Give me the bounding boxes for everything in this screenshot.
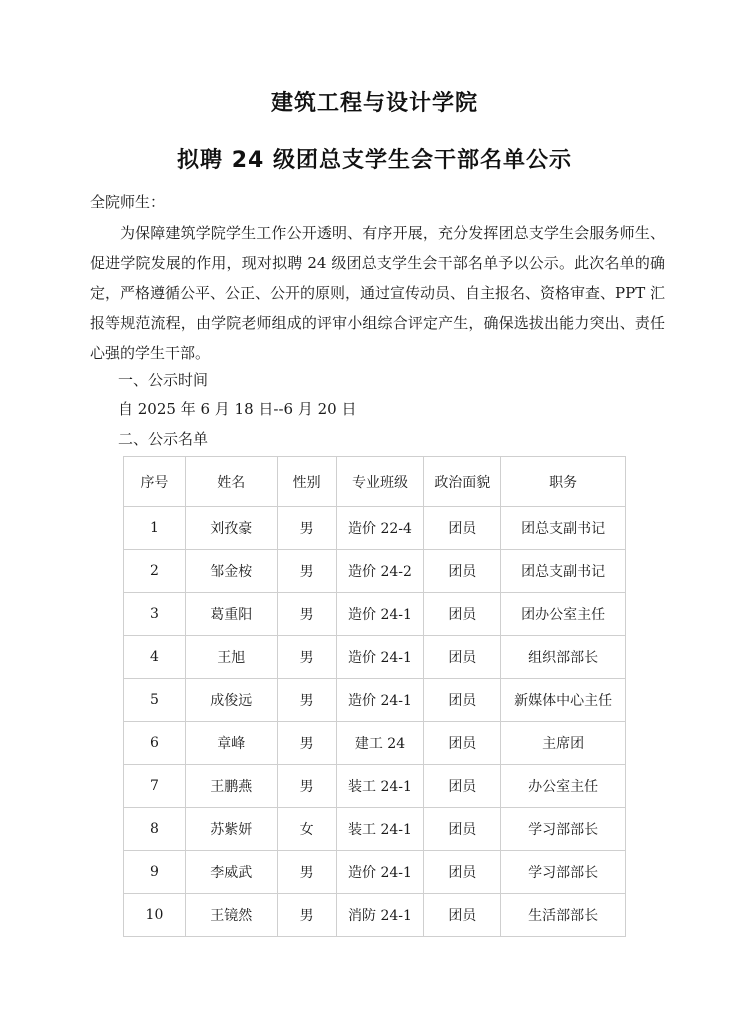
cell-position: 团总支副书记	[501, 550, 626, 593]
cell-name: 成俊远	[185, 679, 277, 722]
cell-name: 苏紫妍	[185, 808, 277, 851]
cell-name: 王旭	[185, 636, 277, 679]
cell-gender: 男	[277, 894, 336, 937]
cell-position: 学习部部长	[501, 808, 626, 851]
cell-political-status: 团员	[424, 765, 501, 808]
cell-index: 4	[124, 636, 186, 679]
cell-name: 王镜然	[185, 894, 277, 937]
cell-political-status: 团员	[424, 636, 501, 679]
column-header: 政治面貌	[424, 457, 501, 507]
document-subtitle: 拟聘 24 级团总支学生会干部名单公示	[177, 148, 572, 173]
column-header: 姓名	[185, 457, 277, 507]
cell-class: 造价 24-1	[336, 593, 424, 636]
cell-gender: 男	[277, 507, 336, 550]
cell-name: 葛重阳	[185, 593, 277, 636]
cell-gender: 男	[277, 550, 336, 593]
cell-index: 9	[124, 851, 186, 894]
cell-political-status: 团员	[424, 550, 501, 593]
table-row	[124, 679, 626, 722]
cell-political-status: 团员	[424, 851, 501, 894]
cell-gender: 男	[277, 679, 336, 722]
cell-class: 建工 24	[336, 722, 424, 765]
document-title: 建筑工程与设计学院	[270, 91, 478, 116]
cell-index: 8	[124, 808, 186, 851]
table-row	[124, 593, 626, 636]
section-heading-period: 一、公示时间	[118, 371, 209, 389]
cell-political-status: 团员	[424, 593, 501, 636]
cell-index: 7	[124, 765, 186, 808]
cell-gender: 男	[277, 722, 336, 765]
cell-gender: 女	[277, 808, 336, 851]
cell-political-status: 团员	[424, 507, 501, 550]
table-row	[124, 765, 626, 808]
column-header: 专业班级	[336, 457, 424, 507]
table-row	[124, 894, 626, 937]
cell-class: 造价 24-1	[336, 636, 424, 679]
cell-name: 王鹏燕	[185, 765, 277, 808]
cell-position: 组织部部长	[501, 636, 626, 679]
table-row	[124, 851, 626, 894]
cell-gender: 男	[277, 765, 336, 808]
cell-position: 主席团	[501, 722, 626, 765]
cell-class: 造价 24-1	[336, 679, 424, 722]
cell-class: 消防 24-1	[336, 894, 424, 937]
column-header: 序号	[124, 457, 186, 507]
cell-position: 团办公室主任	[501, 593, 626, 636]
section-heading-list: 二、公示名单	[118, 430, 209, 448]
cell-position: 团总支副书记	[501, 507, 626, 550]
cell-gender: 男	[277, 636, 336, 679]
cell-class: 造价 22-4	[336, 507, 424, 550]
cell-class: 装工 24-1	[336, 808, 424, 851]
cell-index: 6	[124, 722, 186, 765]
cell-index: 3	[124, 593, 186, 636]
cell-position: 学习部部长	[501, 851, 626, 894]
cell-political-status: 团员	[424, 894, 501, 937]
table-row	[124, 636, 626, 679]
cell-name: 章峰	[185, 722, 277, 765]
cell-political-status: 团员	[424, 808, 501, 851]
cell-index: 1	[124, 507, 186, 550]
cell-political-status: 团员	[424, 679, 501, 722]
column-header: 性别	[277, 457, 336, 507]
cell-political-status: 团员	[424, 722, 501, 765]
cell-name: 刘孜豪	[185, 507, 277, 550]
cell-index: 2	[124, 550, 186, 593]
cell-name: 邹金桉	[185, 550, 277, 593]
column-header: 职务	[501, 457, 626, 507]
table-row	[124, 808, 626, 851]
cell-position: 新媒体中心主任	[501, 679, 626, 722]
table-header-row	[124, 457, 626, 507]
cell-name: 李威武	[185, 851, 277, 894]
cell-position: 生活部部长	[501, 894, 626, 937]
body-paragraph: 为保障建筑学院学生工作公开透明、有序开展，充分发挥团总支学生会服务师生、促进学院发展的作用，现对拟聘 24 级团总支学生会干部名单予以公示。此次名单的确定，严格遵循公平、公正、公开的原则，通过宣传动员、自主报名、资格审查、PPT 汇报等规范流程，由学院老师组成的评审小组综合评定产生，确保选拔出能力突出、责任心强的学生干部。	[90, 224, 665, 362]
announcement-period: 自 2025 年 6 月 18 日--6 月 20 日	[118, 400, 357, 418]
table-row	[124, 722, 626, 765]
cell-gender: 男	[277, 593, 336, 636]
cell-index: 5	[124, 679, 186, 722]
cell-gender: 男	[277, 851, 336, 894]
salutation: 全院师生：	[90, 193, 166, 211]
cell-position: 办公室主任	[501, 765, 626, 808]
table-row	[124, 507, 626, 550]
cell-class: 装工 24-1	[336, 765, 424, 808]
cell-class: 造价 24-2	[336, 550, 424, 593]
roster-table	[123, 456, 626, 937]
cell-class: 造价 24-1	[336, 851, 424, 894]
table-row	[124, 550, 626, 593]
cell-index: 10	[124, 894, 186, 937]
